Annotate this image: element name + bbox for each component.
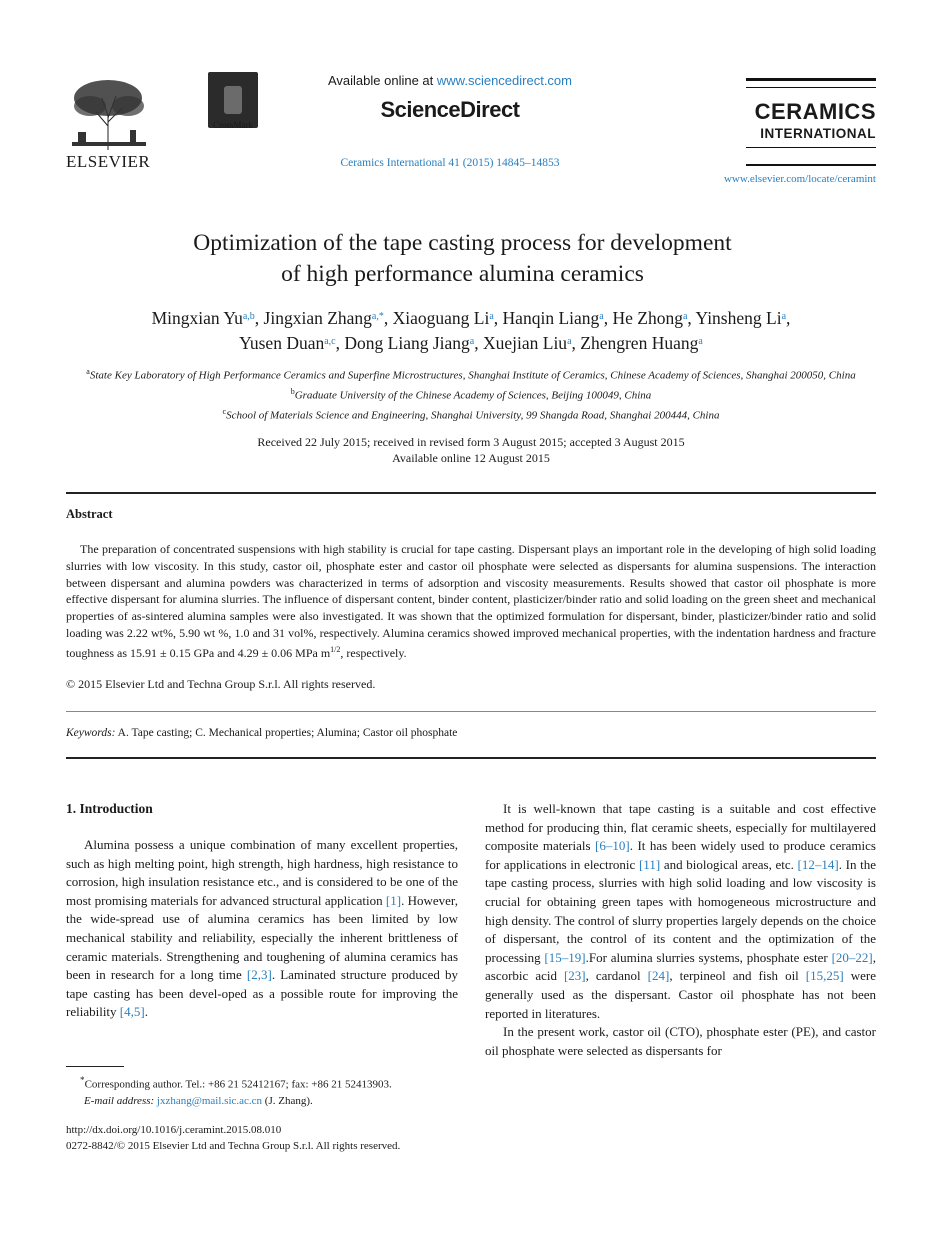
elsevier-tree-logo <box>66 76 152 152</box>
email-link[interactable]: jxzhang@mail.sic.ac.cn <box>156 1094 263 1107</box>
sciencedirect-link[interactable]: www.sciencedirect.com <box>436 73 572 88</box>
divider <box>66 757 876 759</box>
journal-rule <box>746 78 876 81</box>
journal-title: CERAMICS <box>754 99 876 124</box>
author[interactable]: Yinsheng Li$^a$ <box>695 308 787 328</box>
abstract-heading: Abstract <box>66 507 113 521</box>
author[interactable]: Zhengren Huang$^a$ <box>580 333 703 353</box>
crossmark-label: CrossMark <box>213 120 253 130</box>
author[interactable]: Jingxian Zhang$^{a,*}$ <box>263 308 384 328</box>
doi-block <box>66 1122 486 1154</box>
title-line: Optimization of the tape casting process for development <box>193 230 732 256</box>
footnote: *Corresponding author. Tel.: +86 21 52412167; fax: +86 21 52413903. E-mail address: jxzhang@mail.sic.ac.cn (J. Zhang). <box>80 1075 392 1107</box>
author[interactable]: Mingxian Yu$^{a,b}$ <box>151 308 255 328</box>
available-online: Available online at www.sciencedirect.com <box>327 73 572 88</box>
elsevier-wordmark: ELSEVIER <box>66 152 151 171</box>
journal-rule <box>746 164 876 166</box>
keywords: Keywords: A. Tape casting; C. Mechanical properties; Alumina; Castor oil phosphate <box>66 727 458 739</box>
author[interactable]: Xiaoguang Li$^a$ <box>392 308 494 328</box>
section-heading: 1. Introduction <box>66 801 153 816</box>
journal-reference[interactable]: Ceramics International 41 (2015) 14845–14853 <box>340 157 560 169</box>
paragraph: It is well-known that tape casting is a suitable and cost effective method for producing thin, flat ceramic sheets, especially for multilayered composite materials [6–10]. It has been widely used to produce ceramics for applications in electronic [11] and biological areas, etc. [12–14]. In the tape casting process, slurries with high solid loading and low viscosity is crucial for obtaining green tapes with homogeneous microstructure and high density. The control of slurry properties largely depends on the choice of dispersant, the control of its content and the optimization of the processing [15–19].For alumina slurries systems, phosphate ester [20–22], ascorbic acid [23], cardanol [24], terpineol and fish oil [15,25] were generally used as the dispersant. Castor oil phosphate has not been reported in literatures. <box>485 801 876 1021</box>
divider <box>66 492 876 494</box>
journal-rule <box>746 87 876 88</box>
citation-link[interactable]: [6–10] <box>595 838 630 854</box>
title-line: of high performance alumina ceramics <box>281 261 644 287</box>
abstract-text: The preparation of concentrated suspensions with high stability is crucial for tape casting. Dispersant plays an important role in the developing of high solid loading slurries with low viscosity. In this study, castor oil, phosphate ester and castor oil phosphate were selected as dispersants for alumina suspensions. The interaction between dispersant and alumina powders was characterized in terms of adsorption and viscosity measurements. Results showed that castor oil phosphate is more effective dispersant for alumina slurries. The influence of dispersant content, binder content, plasticizer/binder ratio and solid loading on the green sheet and mechanical properties of as-sintered alumina samples were also investigated. It was shown that the optimized formulation for dispersant, binder, plasticizer/binder ratio and solid loading was 2.22 wt%, 5.90 wt %, 1.0 and 31 vol%, respectively. Alumina ceramics showed improved mechanical properties, with the indentation hardness and fracture toughness as 15.91 ± 0.15 GPa and 4.29 ± 0.06 MPa $m^{1/2}$, respectively. <box>66 542 876 660</box>
footnote-rule <box>66 1066 124 1067</box>
copyright: © 2015 Elsevier Ltd and Techna Group S.r.l. All rights reserved. <box>66 677 376 691</box>
citation-link[interactable]: [24] <box>647 968 670 984</box>
author[interactable]: Xuejian Liu$^a$ <box>482 333 572 353</box>
citation-link[interactable]: [15,25] <box>805 968 844 984</box>
author[interactable]: Hanqin Liang$^a$ <box>502 308 604 328</box>
affiliation-c: $^c$School of Materials Science and Engineering, Shanghai University, 99 Shangda Road, Shanghai 200444, China <box>222 407 720 422</box>
affiliation-b: $^b$Graduate University of the Chinese Academy of Sciences, Beijing 100049, China <box>290 387 652 402</box>
journal-subtitle: INTERNATIONAL <box>760 126 876 141</box>
citation-link[interactable]: [15–19] <box>544 949 586 965</box>
sciencedirect-logo: ScienceDirect <box>380 97 520 122</box>
issn-line: 0272-8842/© 2015 Elsevier Ltd and Techna Group S.r.l. All rights reserved. <box>66 1140 401 1152</box>
article-dates <box>66 435 876 466</box>
intro-left-column: Alumina possess a unique combination of many excellent properties, such as high melting point, high strength, high hardness, high resistance to corrosion, high insulation resistance etc., and is considered to be one of the most promising materials for advanced structural application [1]. However, the wide-spread use of alumina ceramics has been limited by low mechanical stability and reliability, especially the inherent brittleness of ceramic materials. Strengthening and toughening of alumina ceramics has been in research for a long time [2,3]. Laminated structure produced by tape casting has been devel-oped as a possible route for improving the reliability [4,5]. <box>66 837 458 1020</box>
journal-rule <box>746 147 876 148</box>
citation-link[interactable]: [11] <box>638 856 661 872</box>
divider <box>66 711 876 712</box>
doi-link[interactable]: http://dx.doi.org/10.1016/j.ceramint.2015.08.010 <box>66 1124 282 1136</box>
journal-url[interactable]: www.elsevier.com/locate/ceramint <box>723 173 876 185</box>
affiliations <box>66 364 876 424</box>
citation-link[interactable]: [23] <box>563 968 586 984</box>
citation-link[interactable]: [20–22] <box>831 949 873 965</box>
citation-link[interactable]: [1] <box>385 892 402 908</box>
author[interactable]: He Zhong$^a$ <box>612 308 688 328</box>
author[interactable]: Dong Liang Jiang$^a$ <box>344 333 475 353</box>
citation-link[interactable]: [12–14] <box>797 856 839 872</box>
intro-right-column <box>485 800 876 1060</box>
citation-link[interactable]: [2,3] <box>246 967 272 983</box>
affiliation-a: $^a$State Key Laboratory of High Performance Ceramics and Superfine Microstructures, Shanghai Institute of Ceramics, Chinese Academy of Sciences, Shanghai 200050, China <box>86 367 856 382</box>
author-list: Mingxian Yu$^{a,b}$, Jingxian Zhang$^{a,*}$, Xiaoguang Li$^a$, Hanqin Liang$^a$, He Zhong$^a$, Yinsheng Li$^a$, Yusen Duan$^{a,c}$, Dong Liang Jiang$^a$, Xuejian Liu$^a$, Zhengren Huang$^a$ <box>151 308 791 353</box>
article-title <box>80 228 845 290</box>
received-date: Received 22 July 2015; received in revised form 3 August 2015; accepted 3 August 2015 <box>257 435 685 449</box>
available-date: Available online 12 August 2015 <box>392 450 550 465</box>
author[interactable]: Yusen Duan$^{a,c}$ <box>239 333 336 353</box>
paragraph: In the present work, castor oil (CTO), phosphate ester (PE), and castor oil phosphate were selected as dispersants for <box>485 1024 876 1058</box>
citation-link[interactable]: [4,5] <box>119 1004 145 1020</box>
